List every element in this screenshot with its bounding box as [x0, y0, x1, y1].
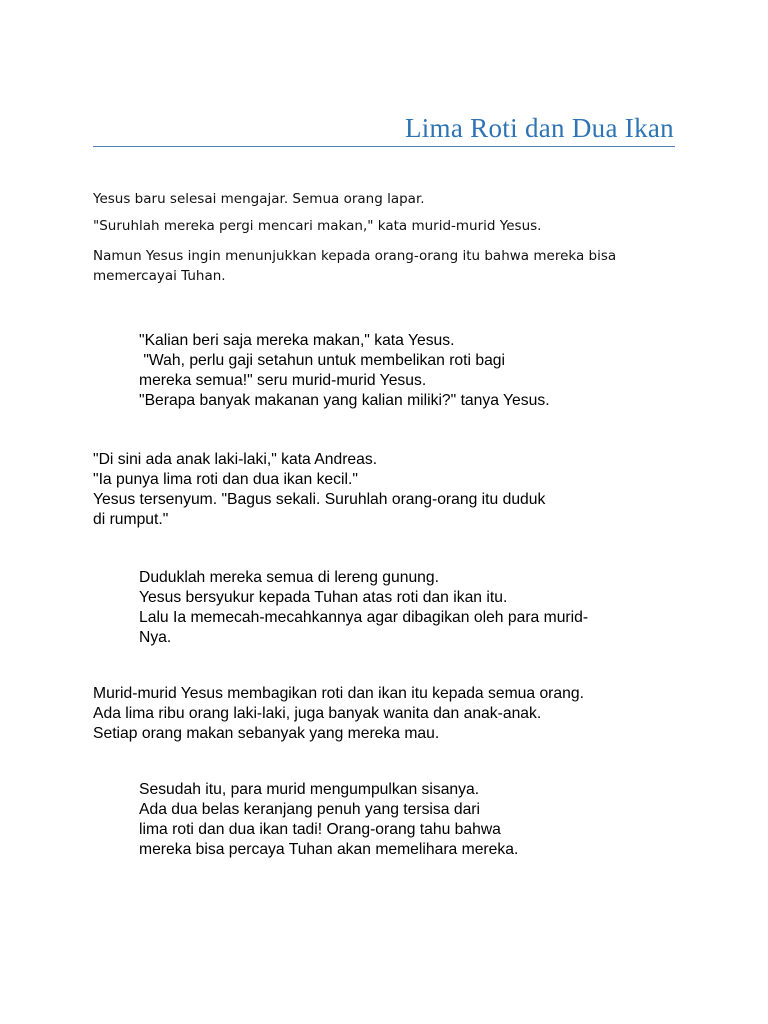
intro-line-4: memercayai Tuhan.: [93, 268, 226, 284]
paragraph-2-line: "Di sini ada anak laki-laki," kata Andreas.: [93, 451, 378, 468]
paragraph-4-line: Ada lima ribu orang laki-laki, juga banyak wanita dan anak-anak.: [93, 705, 542, 722]
intro-line-3: Namun Yesus ingin menunjukkan kepada orang-orang itu bahwa mereka bisa: [93, 248, 617, 264]
paragraph-4-line: Setiap orang makan sebanyak yang mereka mau.: [93, 725, 440, 742]
intro-line-2: "Suruhlah mereka pergi mencari makan," kata murid-murid Yesus.: [93, 218, 542, 234]
paragraph-1-line: "Wah, perlu gaji setahun untuk membelikan roti bagi: [139, 352, 505, 369]
paragraph-5-line: lima roti dan dua ikan tadi! Orang-orang tahu bahwa: [139, 821, 501, 838]
paragraph-2-line: Yesus tersenyum. "Bagus sekali. Suruhlah orang-orang itu duduk: [93, 491, 546, 508]
title-underline: [93, 146, 675, 147]
paragraph-5-line: Ada dua belas keranjang penuh yang tersisa dari: [139, 801, 481, 818]
paragraph-1: [139, 331, 550, 411]
paragraph-3-line: Yesus bersyukur kepada Tuhan atas roti dan ikan itu.: [139, 589, 508, 606]
paragraph-1-line: "Berapa banyak makanan yang kalian miliki?" tanya Yesus.: [139, 392, 550, 409]
paragraph-3-line: Duduklah mereka semua di lereng gunung.: [139, 569, 439, 586]
paragraph-2-line: di rumput.": [93, 511, 169, 528]
document-title: Lima Roti dan Dua Ikan: [404, 113, 674, 143]
paragraph-2-line: "Ia punya lima roti dan dua ikan kecil.": [93, 471, 358, 488]
paragraph-5: [139, 780, 518, 860]
paragraph-3-line: Nya.: [139, 629, 172, 646]
paragraph-3-line: Lalu Ia memecah-mecahkannya agar dibagikan oleh para murid-: [139, 609, 589, 626]
paragraph-2: [93, 450, 545, 530]
intro-line-1: Yesus baru selesai mengajar. Semua orang lapar.: [93, 191, 425, 207]
paragraph-5-line: mereka bisa percaya Tuhan akan memelihara mereka.: [139, 841, 519, 858]
paragraph-4: [93, 684, 584, 744]
paragraph-3: [139, 568, 588, 648]
paragraph-1-line: "Kalian beri saja mereka makan," kata Yesus.: [139, 332, 455, 349]
paragraph-4-line: Murid-murid Yesus membagikan roti dan ikan itu kepada semua orang.: [93, 685, 584, 702]
paragraph-5-line: Sesudah itu, para murid mengumpulkan sisanya.: [139, 781, 480, 798]
paragraph-1-line: mereka semua!" seru murid-murid Yesus.: [139, 372, 427, 389]
